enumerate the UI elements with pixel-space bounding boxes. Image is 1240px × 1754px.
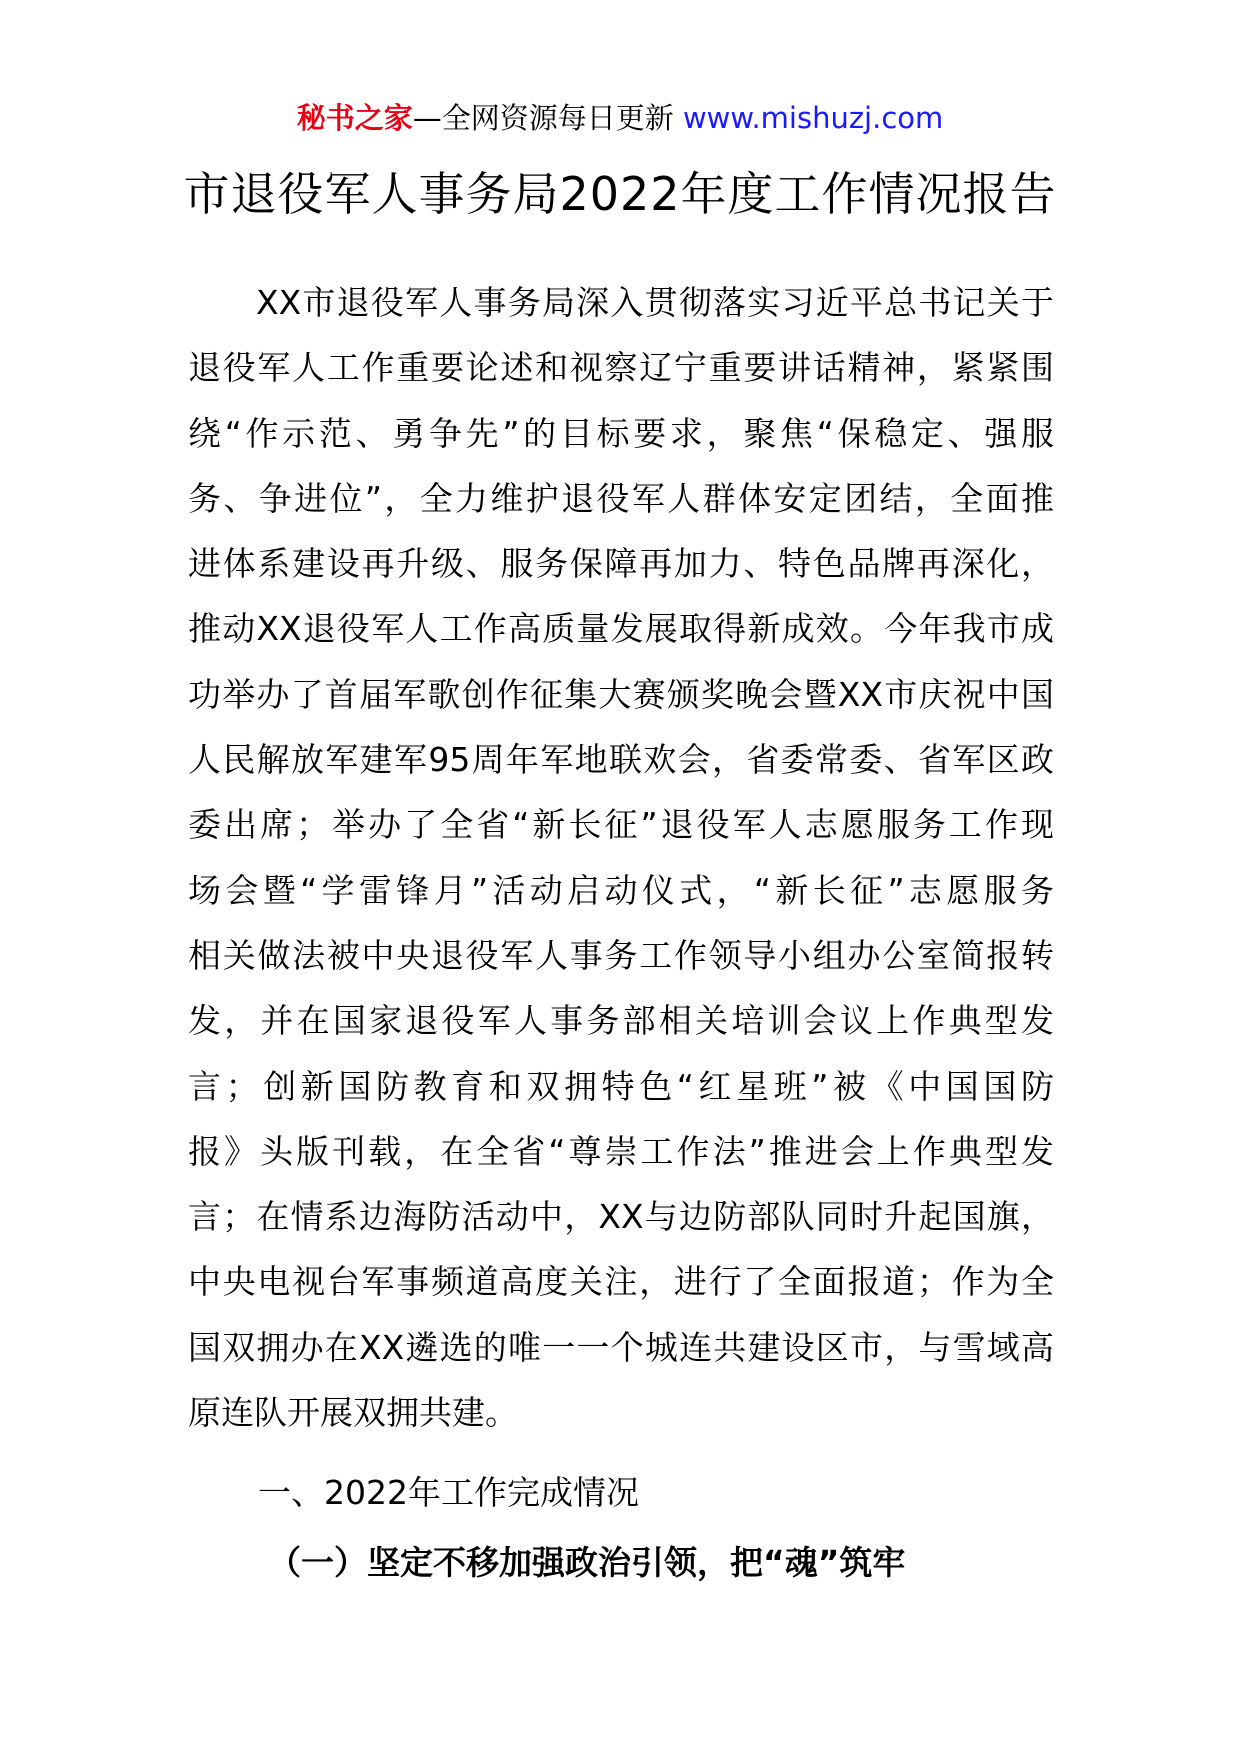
site-header — [0, 98, 1240, 138]
subsection-heading: （一）坚定不移加强政治引领，把“魂”筑牢 — [268, 1543, 906, 1582]
paragraph-line: 原连队开展双拥共建。 — [188, 1393, 518, 1433]
paragraph-line: 中央电视台军事频道高度关注，进行了全面报道；作为全 — [188, 1262, 1054, 1302]
paragraph-line: 发，并在国家退役军人事务部相关培训会议上作典型发 — [188, 1001, 1054, 1041]
section-heading: 一、2022年工作完成情况 — [258, 1473, 639, 1512]
document-title: 市退役军人事务局2022年度工作情况报告 — [183, 167, 1057, 221]
paragraph-line: 言；在情系边海防活动中，XX与边防部队同时升起国旗， — [188, 1197, 1054, 1237]
paragraph-line: 推动XX退役军人工作高质量发展取得新成效。今年我市成 — [188, 609, 1054, 649]
paragraph-line: XX市退役军人事务局深入贯彻落实习近平总书记关于 — [256, 283, 1054, 322]
paragraph-line: 退役军人工作重要论述和视察辽宁重要讲话精神，紧紧围 — [188, 348, 1054, 388]
paragraph-line: 国双拥办在XX遴选的唯一一个城连共建设区市，与雪域高 — [188, 1327, 1054, 1367]
paragraph-line: 功举办了首届军歌创作征集大赛颁奖晚会暨XX市庆祝中国 — [188, 674, 1054, 714]
site-url-link[interactable]: www.mishuzj.com — [682, 101, 944, 135]
paragraph-line: 进体系建设再升级、服务保障再加力、特色品牌再深化， — [188, 544, 1054, 584]
paragraph-line: 相关做法被中央退役军人事务工作领导小组办公室简报转 — [188, 935, 1054, 975]
brand-name: 秘书之家 — [296, 101, 413, 135]
paragraph-line: 场会暨“学雷锋月”活动启动仪式，“新长征”志愿服务 — [188, 870, 1054, 910]
paragraph-line: 委出席；举办了全省“新长征”退役军人志愿服务工作现 — [188, 805, 1054, 845]
paragraph-line: 务、争进位”，全力维护退役军人群体安定团结，全面推 — [188, 478, 1054, 518]
paragraph-line: 言；创新国防教育和双拥特色“红星班”被《中国国防 — [188, 1066, 1054, 1106]
paragraph-line: 报》头版刊载，在全省“尊崇工作法”推进会上作典型发 — [188, 1131, 1054, 1171]
header-tagline: —全网资源每日更新 — [412, 101, 683, 135]
paragraph-line: 人民解放军建军95周年军地联欢会，省委常委、省军区政 — [188, 740, 1054, 780]
paragraph-line: 绕“作示范、勇争先”的目标要求，聚焦“保稳定、强服 — [188, 413, 1054, 453]
intro-paragraph — [188, 270, 1054, 1445]
